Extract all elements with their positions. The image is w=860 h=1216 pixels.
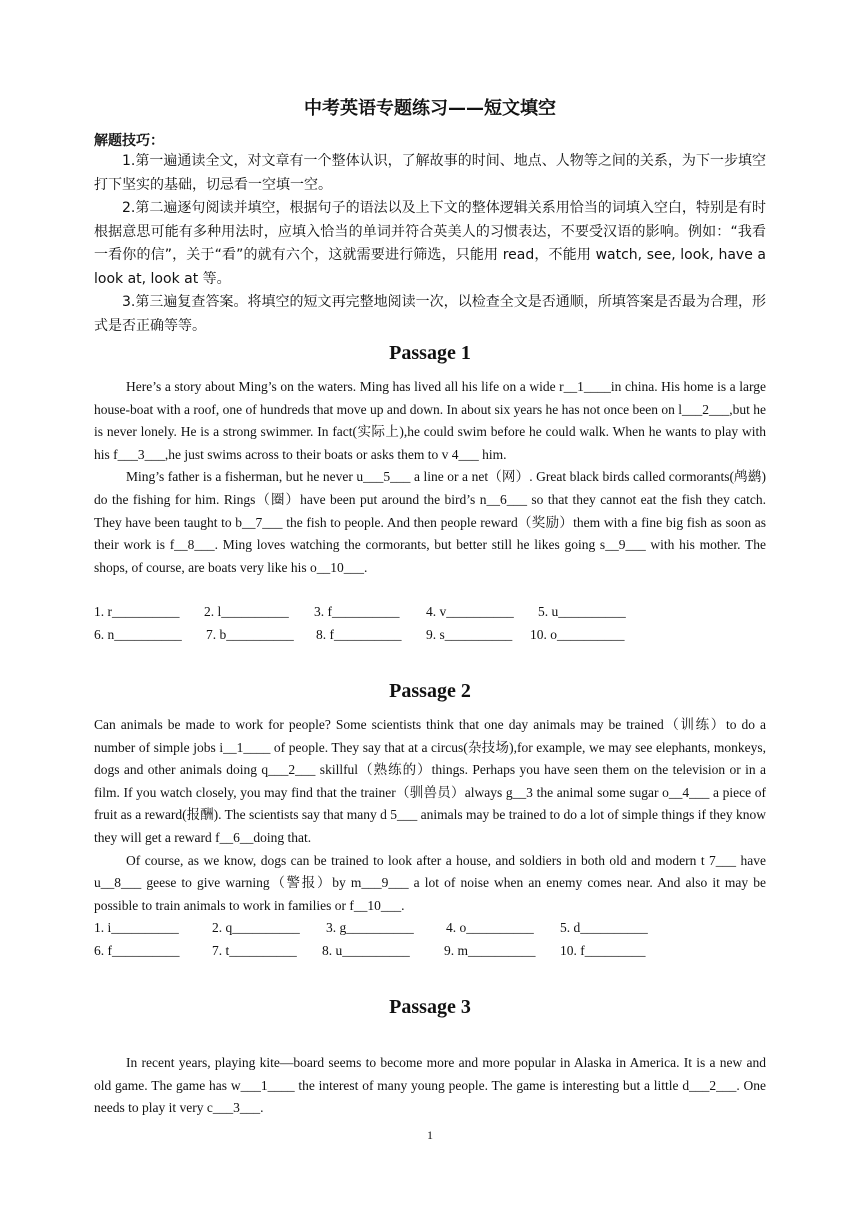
tip-paragraph: 3.第三遍复查答案。将填空的短文再完整地阅读一次，以检查全文是否通顺，所填答案是否最为合理，形式是否正确等等。 [94,294,766,334]
passage-3-text [94,1052,766,1120]
answer-blank: 6. f__________ [94,942,180,958]
page-title: 中考英语专题练习——短文填空 [304,98,556,119]
answer-row [94,624,766,647]
answer-blank: 1. i__________ [94,920,179,935]
page-number: 1 [427,1128,433,1142]
answer-blank: 7. b__________ [206,626,294,642]
tips-section [94,150,766,338]
tip-paragraph: 1.第一遍通读全文，对文章有一个整体认识，了解故事的时间、地点、人物等之间的关系，为下一步填空打下坚实的基础，切忌看一空填一空。 [94,153,766,193]
passage-1-text [94,376,766,579]
passage-2-heading: Passage 2 [389,680,471,702]
answer-blank: 6. n__________ [94,626,182,642]
answer-blank: 3. f__________ [314,604,400,619]
tips-heading: 解题技巧： [94,133,164,149]
answer-blank: 4. o__________ [446,920,534,935]
passage-2-answer-blanks [94,917,766,962]
answer-row [94,940,766,963]
answer-blank: 8. u__________ [322,942,410,958]
passage-paragraph: In recent years, playing kite—board seems to become more and more popular in Alaska in America. It is a new and old game. The game has w___1____ the interest of many young people. The game is interesting but a little d___2___. One needs to play it very c___3___. [94,1055,766,1116]
passage-3-heading: Passage 3 [389,996,471,1018]
passage-1-heading: Passage 1 [389,342,471,364]
answer-blank: 2. q__________ [212,920,300,935]
answer-blank: 5. d__________ [560,920,648,935]
answer-blank: 3. g__________ [326,920,414,935]
passage-2-text [94,714,766,917]
passage-paragraph: Ming’s father is a fisherman, but he never u___5___ a line or a net（网）. Great black birds called cormorants(鸬鹚) do the fishing for him. Rings（圈）have been put around the bird’s n__6___ so that they cannot eat the fish they catch. They have been taught to b__7___ the fish to people. And then people reward（奖励）them with a fine big fish as soon as their work is f__8___. Ming loves watching the cormorants, but better still he likes going s__9___ with his mother. The shops, of course, are boats very like his o__10___. [94,469,766,575]
answer-blank: 5. u__________ [538,604,626,619]
passage-paragraph: Can animals be made to work for people? Some scientists think that one day animals may be trained（训练）to do a number of simple jobs i__1____ of people. They say that at a circus(杂技场),for example, we may see elephants, monkeys, dogs and other animals doing q___2___ skillful（熟练的）things. Perhaps you have seen them on the television or in a film. If you watch closely, you may find that the trainer（驯兽员）always g__3 the animal some sugar o__4___ a piece of fruit as a reward(报酬). The scientists say that many d 5___ animals may be trained to do a lot of simple things if they know they will get a reward f__6__doing that. [94,717,766,845]
answer-blank: 4. v__________ [426,604,514,619]
answer-blank: 9. s__________ [426,626,513,642]
passage-paragraph: Here’s a story about Ming’s on the waters. Ming has lived all his life on a wide r__1____in china. His home is a large house-boat with a roof, one of hundreds that move up and down. In about six years he has not once been on l___2___,but he is never lonely. He is a strong swimmer. In fact(实际上),he could swim before he could walk. When he wants to play with his f___3___,he just swims across to their boats or asks them to v 4___ him. [94,379,766,462]
answer-blank: 10. f_________ [560,942,646,958]
answer-blank: 8. f__________ [316,626,402,642]
answer-blank: 2. l__________ [204,604,289,619]
answer-row [94,917,766,940]
answer-blank: 7. t__________ [212,942,297,958]
answer-row [94,601,766,624]
passage-paragraph: Of course, as we know, dogs can be trained to look after a house, and soldiers in both old and modern t 7___ have u__8___ geese to give warning（警报）by m___9___ a lot of noise when an enemy comes near. And also it may be possible to train animals to work in families or f__10___. [94,852,766,913]
answer-blank: 9. m__________ [444,942,536,958]
passage-1-answer-blanks [94,601,766,646]
answer-blank: 1. r__________ [94,604,180,619]
tip-paragraph: 2.第二遍逐句阅读并填空，根据句子的语法以及上下文的整体逻辑关系用恰当的词填入空白，特别是有时根据意思可能有多种用法时，应填入恰当的单词并符合英美人的习惯表达，不要受汉语的影响。例如：“我看一看你的信”，关于“看”的就有六个，这就需要进行筛选，只能用 read，不能用 watch, see, look, have a look at, look at 等。 [94,200,766,287]
answer-blank: 10. o__________ [530,626,625,642]
